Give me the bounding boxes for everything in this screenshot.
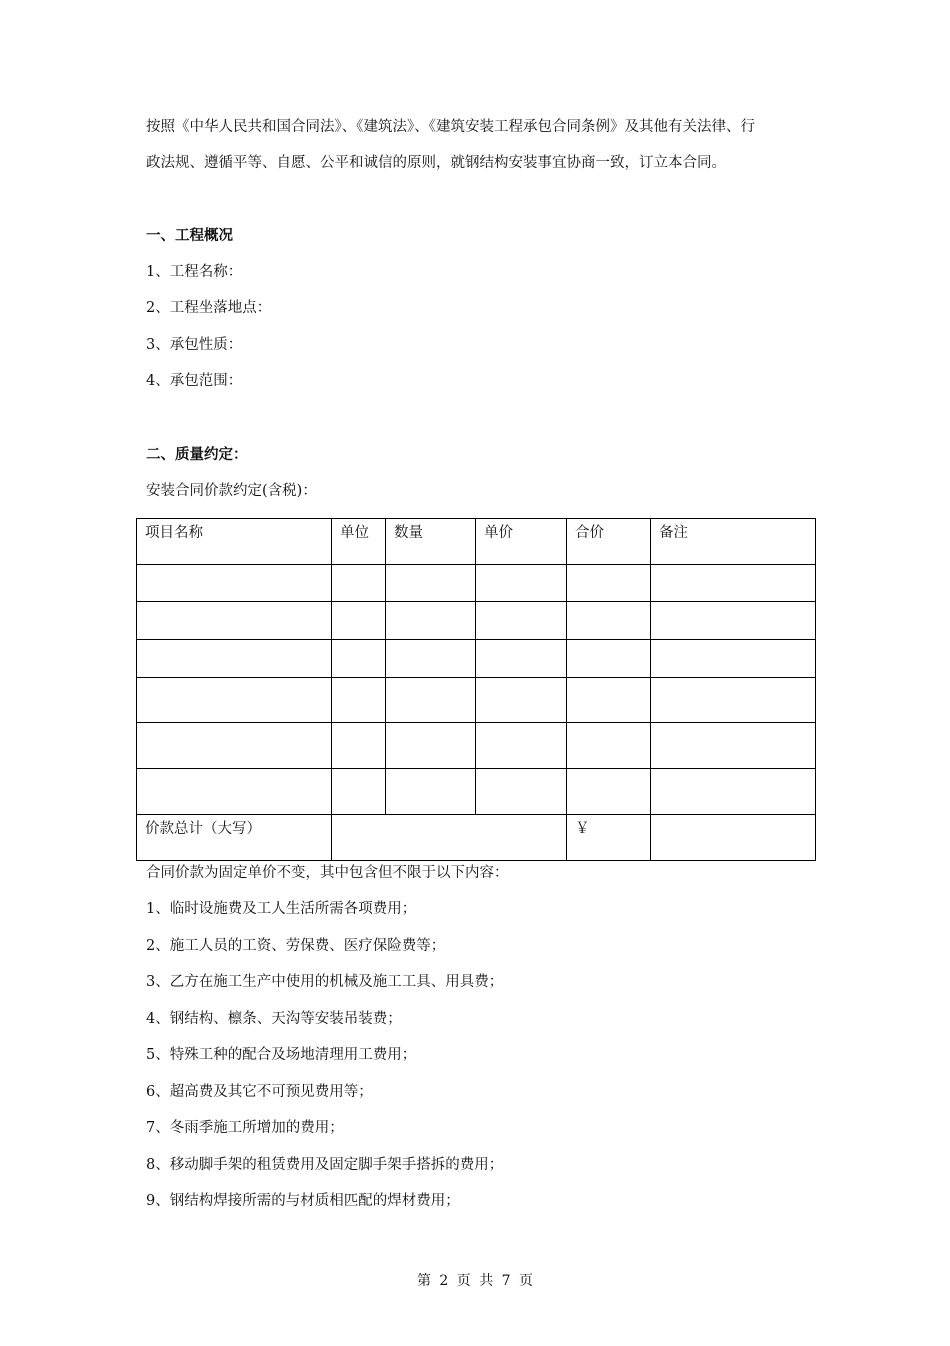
list-item: 5、特殊工种的配合及场地清理用工费用； xyxy=(146,1047,417,1063)
table-cell[interactable] xyxy=(137,602,332,640)
price-table xyxy=(136,518,816,861)
table-cell[interactable] xyxy=(332,640,386,678)
table-cell[interactable] xyxy=(137,678,332,723)
table-cell[interactable] xyxy=(386,769,476,815)
list-item: 2、施工人员的工资、劳保费、医疗保险费等； xyxy=(146,938,446,954)
table-cell[interactable] xyxy=(332,723,386,769)
table-cell[interactable] xyxy=(332,678,386,723)
table-cell[interactable] xyxy=(476,565,567,602)
list-item: 3、乙方在施工生产中使用的机械及施工工具、用具费； xyxy=(146,974,504,990)
header-unit-price: 单价 xyxy=(476,519,567,565)
table-header-row xyxy=(137,519,816,565)
table-cell[interactable] xyxy=(476,640,567,678)
project-name-item: 1、工程名称： xyxy=(146,264,243,280)
table-cell[interactable] xyxy=(476,678,567,723)
table-row xyxy=(137,723,816,769)
page-number-footer: 第 2 页 共 7 页 xyxy=(416,1273,534,1289)
table-cell[interactable] xyxy=(567,640,651,678)
price-note: 合同价款为固定单价不变，其中包含但不限于以下内容： xyxy=(146,865,509,881)
section-2-title: 二、质量约定： xyxy=(146,447,248,463)
table-cell[interactable] xyxy=(651,640,816,678)
table-cell[interactable] xyxy=(332,769,386,815)
list-item: 1、临时设施费及工人生活所需各项费用； xyxy=(146,901,417,917)
table-cell[interactable] xyxy=(386,565,476,602)
table-cell[interactable] xyxy=(651,602,816,640)
table-cell[interactable] xyxy=(651,723,816,769)
table-cell[interactable] xyxy=(567,678,651,723)
list-item: 8、移动脚手架的租赁费用及固定脚手架手搭拆的费用； xyxy=(146,1157,504,1173)
total-remarks[interactable] xyxy=(651,815,816,861)
intro-line-1: 按照《中华人民共和国合同法》、《建筑法》、《建筑安装工程承包合同条例》及其他有关法律、行 xyxy=(146,119,755,135)
table-cell[interactable] xyxy=(567,723,651,769)
table-cell[interactable] xyxy=(386,602,476,640)
table-cell[interactable] xyxy=(386,678,476,723)
list-item: 9、钢结构焊接所需的与材质相匹配的焊材费用； xyxy=(146,1193,460,1209)
header-total-price: 合价 xyxy=(567,519,651,565)
total-label: 价款总计（大写） xyxy=(137,815,332,861)
list-item: 7、冬雨季施工所增加的费用； xyxy=(146,1120,344,1136)
table-cell[interactable] xyxy=(651,678,816,723)
table-cell[interactable] xyxy=(137,640,332,678)
table-cell[interactable] xyxy=(567,769,651,815)
table-cell[interactable] xyxy=(386,723,476,769)
table-row xyxy=(137,769,816,815)
table-cell[interactable] xyxy=(476,723,567,769)
table-cell[interactable] xyxy=(386,640,476,678)
table-cell[interactable] xyxy=(137,769,332,815)
table-row xyxy=(137,602,816,640)
table-cell[interactable] xyxy=(476,602,567,640)
table-cell[interactable] xyxy=(332,602,386,640)
table-cell[interactable] xyxy=(651,565,816,602)
table-cell[interactable] xyxy=(567,565,651,602)
contract-scope-item: 4、承包范围： xyxy=(146,373,243,389)
table-cell[interactable] xyxy=(332,565,386,602)
contract-nature-item: 3、承包性质： xyxy=(146,337,243,353)
table-cell[interactable] xyxy=(137,565,332,602)
table-cell[interactable] xyxy=(137,723,332,769)
table-cell[interactable] xyxy=(651,769,816,815)
list-item: 6、超高费及其它不可预见费用等； xyxy=(146,1084,373,1100)
header-item-name: 项目名称 xyxy=(137,519,332,565)
project-location-item: 2、工程坐落地点： xyxy=(146,300,272,316)
header-quantity: 数量 xyxy=(386,519,476,565)
price-table-caption: 安装合同价款约定(含税)： xyxy=(146,483,317,499)
list-item: 4、钢结构、檩条、天沟等安装吊装费； xyxy=(146,1011,402,1027)
table-row xyxy=(137,565,816,602)
table-cell[interactable] xyxy=(567,602,651,640)
intro-line-2: 政法规、遵循平等、自愿、公平和诚信的原则，就钢结构安装事宜协商一致，订立本合同。 xyxy=(146,155,726,171)
table-row xyxy=(137,678,816,723)
header-remarks: 备注 xyxy=(651,519,816,565)
section-1-title: 一、工程概况 xyxy=(146,228,233,244)
table-total-row xyxy=(137,815,816,861)
total-amount-in-words[interactable] xyxy=(332,815,567,861)
table-cell[interactable] xyxy=(476,769,567,815)
total-amount-currency[interactable]: ￥ xyxy=(567,815,651,861)
header-unit: 单位 xyxy=(332,519,386,565)
table-row xyxy=(137,640,816,678)
